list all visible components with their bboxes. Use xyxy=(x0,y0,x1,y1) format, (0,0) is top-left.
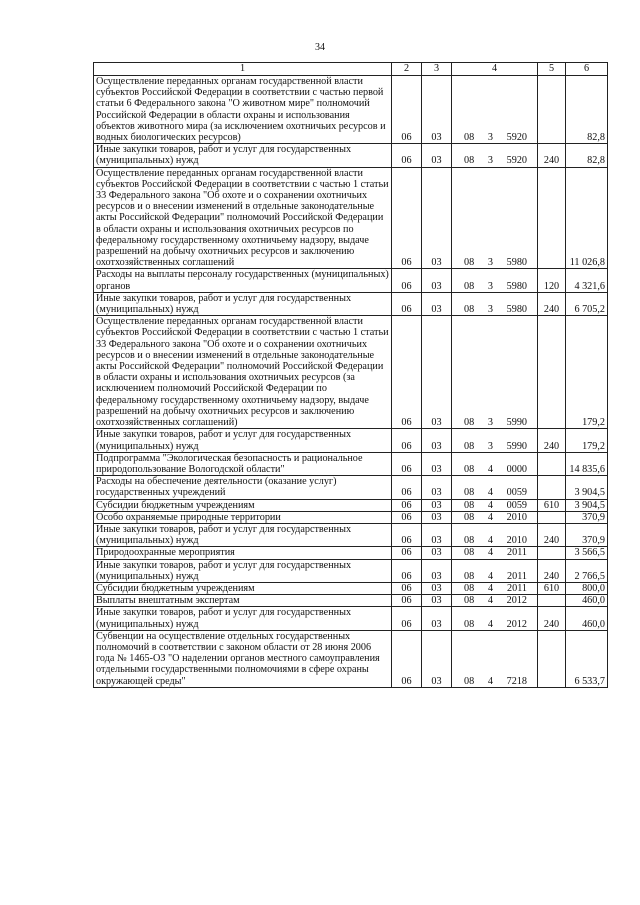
row-expense-type: 240 xyxy=(538,144,566,167)
row-target-program: 08 xyxy=(464,511,475,523)
table-row xyxy=(94,452,608,475)
row-sum: 2 766,5 xyxy=(566,559,608,582)
row-target-program: 08 xyxy=(464,440,475,452)
col-header-target: 4 xyxy=(452,63,538,76)
row-target-program: 08 xyxy=(464,280,475,292)
row-target xyxy=(452,452,538,475)
row-name: Особо охраняемые природные территории xyxy=(94,511,392,523)
row-subsection: 03 xyxy=(422,547,452,559)
row-name: Подпрограмма "Экологическая безопасность и рациональное природопользование Вологодской области" xyxy=(94,452,392,475)
row-target-program: 08 xyxy=(464,675,475,687)
row-target-subprogram: 4 xyxy=(487,595,493,607)
row-subsection: 03 xyxy=(422,269,452,292)
row-target-code: 2012 xyxy=(506,618,527,630)
row-section: 06 xyxy=(392,559,422,582)
row-target-subprogram: 3 xyxy=(487,280,493,292)
table-row xyxy=(94,595,608,607)
row-expense-type: 240 xyxy=(538,429,566,452)
row-sum: 370,9 xyxy=(566,523,608,546)
row-target-program: 08 xyxy=(464,132,475,144)
table-row xyxy=(94,630,608,687)
table-row xyxy=(94,559,608,582)
row-sum: 14 835,6 xyxy=(566,452,608,475)
row-expense-type: 120 xyxy=(538,269,566,292)
row-target-subprogram: 4 xyxy=(488,582,494,594)
row-subsection: 03 xyxy=(422,559,452,582)
row-section: 06 xyxy=(392,429,422,452)
row-target xyxy=(452,582,538,594)
row-target xyxy=(452,607,538,630)
row-expense-type: 240 xyxy=(538,607,566,630)
row-section: 06 xyxy=(392,607,422,630)
row-target-program: 08 xyxy=(464,463,475,475)
row-target-subprogram: 4 xyxy=(487,511,493,523)
row-target-program: 08 xyxy=(464,595,475,607)
row-target-subprogram: 3 xyxy=(487,304,493,316)
row-section: 06 xyxy=(392,595,422,607)
row-target xyxy=(452,292,538,315)
row-target-subprogram: 4 xyxy=(487,535,493,547)
row-subsection: 03 xyxy=(422,511,452,523)
row-target-code: 0059 xyxy=(506,487,527,499)
row-subsection: 03 xyxy=(422,144,452,167)
row-expense-type xyxy=(538,316,566,429)
row-target-code: 5990 xyxy=(506,440,527,452)
row-expense-type: 240 xyxy=(538,292,566,315)
row-target xyxy=(452,523,538,546)
row-sum: 6 533,7 xyxy=(566,630,608,687)
row-target-program: 08 xyxy=(464,257,475,269)
row-expense-type xyxy=(538,476,566,499)
table-row xyxy=(94,511,608,523)
row-target-subprogram: 3 xyxy=(487,440,493,452)
row-name: Осуществление переданных органам государственной власти субъектов Российской Федерации в соответствии с частью 1 статьи 33 Федерального закона "Об охоте и о сохранении охотничьих ресурсов и о внесении изменений в отдельные законодательные акты Российской Федерации" полномочий Российской Федерации в области охраны и использования охотничьих ресурсов по федеральному государственному охотничьему надзору, выдаче разрешений на добычу охотничьих ресурсов и заключению охотхозяйственных соглашений xyxy=(94,167,392,269)
row-target-program: 08 xyxy=(464,417,475,429)
row-target xyxy=(452,76,538,144)
row-sum: 3 904,5 xyxy=(566,476,608,499)
row-name: Субвенции на осуществление отдельных государственных полномочий в соответствии с законом области от 28 июня 2006 года № 1465-ОЗ "О наделении органов местного самоуправления отдельными государственными полномочиями в сфере охраны окружающей среды" xyxy=(94,630,392,687)
row-subsection: 03 xyxy=(422,523,452,546)
row-sum: 6 705,2 xyxy=(566,292,608,315)
row-target-program: 08 xyxy=(464,304,475,316)
row-sum: 82,8 xyxy=(566,76,608,144)
row-subsection: 03 xyxy=(422,630,452,687)
col-header-sum: 6 xyxy=(566,63,608,76)
row-target-code: 5920 xyxy=(506,155,527,167)
row-target-code: 5920 xyxy=(506,132,527,144)
table-row xyxy=(94,316,608,429)
row-name: Иные закупки товаров, работ и услуг для государственных (муниципальных) нужд xyxy=(94,144,392,167)
row-sum: 11 026,8 xyxy=(566,167,608,269)
page-number: 34 xyxy=(315,42,325,53)
row-target-code: 2010 xyxy=(506,535,527,547)
table-row xyxy=(94,476,608,499)
row-target-code: 2011 xyxy=(507,582,527,594)
row-target-subprogram: 3 xyxy=(487,155,493,167)
header-row xyxy=(94,63,608,76)
row-target-subprogram: 3 xyxy=(487,132,493,144)
row-section: 06 xyxy=(392,144,422,167)
row-section: 06 xyxy=(392,167,422,269)
row-subsection: 03 xyxy=(422,595,452,607)
table-row xyxy=(94,429,608,452)
row-target-subprogram: 4 xyxy=(488,547,494,559)
row-target-code: 0059 xyxy=(506,499,527,511)
row-target-code: 5980 xyxy=(506,304,527,316)
row-target-program: 08 xyxy=(464,618,475,630)
row-target-subprogram: 4 xyxy=(487,618,493,630)
row-target-code: 2012 xyxy=(506,595,527,607)
row-target xyxy=(452,547,538,559)
row-subsection: 03 xyxy=(422,582,452,594)
row-name: Субсидии бюджетным учреждениям xyxy=(94,499,392,511)
row-target-code: 5990 xyxy=(506,417,527,429)
row-expense-type: 240 xyxy=(538,523,566,546)
row-name: Иные закупки товаров, работ и услуг для государственных (муниципальных) нужд xyxy=(94,523,392,546)
row-expense-type xyxy=(538,76,566,144)
table-row xyxy=(94,607,608,630)
row-name: Иные закупки товаров, работ и услуг для государственных (муниципальных) нужд xyxy=(94,607,392,630)
col-header-expense-type: 5 xyxy=(538,63,566,76)
row-section: 06 xyxy=(392,292,422,315)
row-expense-type xyxy=(538,452,566,475)
table-body xyxy=(94,76,608,688)
row-section: 06 xyxy=(392,476,422,499)
row-target xyxy=(452,144,538,167)
row-sum: 3 904,5 xyxy=(566,499,608,511)
table-row xyxy=(94,144,608,167)
row-target-subprogram: 4 xyxy=(487,463,493,475)
row-target-code: 5980 xyxy=(506,257,527,269)
table-row xyxy=(94,269,608,292)
row-expense-type xyxy=(538,167,566,269)
row-target xyxy=(452,269,538,292)
row-name: Расходы на обеспечение деятельности (оказание услуг) государственных учреждений xyxy=(94,476,392,499)
row-sum: 460,0 xyxy=(566,595,608,607)
table-row xyxy=(94,582,608,594)
row-target-code: 2011 xyxy=(507,547,527,559)
row-target xyxy=(452,511,538,523)
row-target xyxy=(452,630,538,687)
row-target xyxy=(452,559,538,582)
row-expense-type: 610 xyxy=(538,499,566,511)
row-subsection: 03 xyxy=(422,316,452,429)
row-subsection: 03 xyxy=(422,167,452,269)
row-sum: 179,2 xyxy=(566,429,608,452)
row-name: Иные закупки товаров, работ и услуг для государственных (муниципальных) нужд xyxy=(94,559,392,582)
row-subsection: 03 xyxy=(422,476,452,499)
row-target-subprogram: 4 xyxy=(487,675,493,687)
table-row xyxy=(94,547,608,559)
row-target-program: 08 xyxy=(464,570,475,582)
row-target-subprogram: 4 xyxy=(488,570,494,582)
row-section: 06 xyxy=(392,76,422,144)
row-sum: 82,8 xyxy=(566,144,608,167)
row-subsection: 03 xyxy=(422,292,452,315)
row-subsection: 03 xyxy=(422,499,452,511)
row-section: 06 xyxy=(392,630,422,687)
row-target-code: 2010 xyxy=(506,511,527,523)
row-sum: 4 321,6 xyxy=(566,269,608,292)
col-header-name: 1 xyxy=(94,63,392,76)
table-row xyxy=(94,499,608,511)
table-row xyxy=(94,292,608,315)
row-section: 06 xyxy=(392,523,422,546)
row-sum: 460,0 xyxy=(566,607,608,630)
row-sum: 179,2 xyxy=(566,316,608,429)
row-sum: 370,9 xyxy=(566,511,608,523)
row-target-subprogram: 4 xyxy=(487,499,493,511)
row-target-code: 0000 xyxy=(506,463,527,475)
row-name: Иные закупки товаров, работ и услуг для государственных (муниципальных) нужд xyxy=(94,292,392,315)
row-section: 06 xyxy=(392,452,422,475)
row-name: Иные закупки товаров, работ и услуг для государственных (муниципальных) нужд xyxy=(94,429,392,452)
row-target xyxy=(452,316,538,429)
row-target xyxy=(452,476,538,499)
row-expense-type: 240 xyxy=(538,559,566,582)
table-row xyxy=(94,523,608,546)
row-expense-type: 610 xyxy=(538,582,566,594)
budget-table xyxy=(93,62,608,688)
row-target-program: 08 xyxy=(464,487,475,499)
row-target-program: 08 xyxy=(464,582,475,594)
row-name: Осуществление переданных органам государственной власти субъектов Российской Федерации в соответствии с частью 1 статьи 33 Федерального закона "Об охоте и о сохранении охотничьих ресурсов и о внесении изменений в отдельные законодательные акты Российской Федерации" полномочий Российской Федерации в области охраны и использования охотничьих ресурсов (за исключением полномочий Российской Федерации по федеральному государственному охотничьему надзору, выдаче разрешений на добычу охотничьих ресурсов и заключению охотхозяйственных соглашений) xyxy=(94,316,392,429)
row-subsection: 03 xyxy=(422,76,452,144)
row-target xyxy=(452,499,538,511)
row-expense-type xyxy=(538,547,566,559)
row-target xyxy=(452,167,538,269)
table-row xyxy=(94,167,608,269)
row-target xyxy=(452,595,538,607)
row-target xyxy=(452,429,538,452)
col-header-subsection: 3 xyxy=(422,63,452,76)
row-target-code: 5980 xyxy=(506,280,527,292)
row-target-program: 08 xyxy=(464,535,475,547)
row-target-subprogram: 4 xyxy=(487,487,493,499)
row-target-program: 08 xyxy=(464,155,475,167)
col-header-section: 2 xyxy=(392,63,422,76)
row-target-program: 08 xyxy=(464,547,475,559)
row-section: 06 xyxy=(392,499,422,511)
row-name: Выплаты внештатным экспертам xyxy=(94,595,392,607)
row-section: 06 xyxy=(392,582,422,594)
row-target-code: 7218 xyxy=(506,675,527,687)
row-target-code: 2011 xyxy=(507,570,527,582)
row-section: 06 xyxy=(392,269,422,292)
row-expense-type xyxy=(538,595,566,607)
row-sum: 3 566,5 xyxy=(566,547,608,559)
row-name: Расходы на выплаты персоналу государственных (муниципальных) органов xyxy=(94,269,392,292)
row-expense-type xyxy=(538,630,566,687)
row-section: 06 xyxy=(392,547,422,559)
row-name: Осуществление переданных органам государственной власти субъектов Российской Федерации в соответствии с частью первой статьи 6 Федерального закона "О животном мире" полномочий Российской Федерации в области охраны и использования объектов животного мира (за исключением охотничьих ресурсов и водных биологических ресурсов) xyxy=(94,76,392,144)
table-row xyxy=(94,76,608,144)
row-subsection: 03 xyxy=(422,429,452,452)
row-subsection: 03 xyxy=(422,452,452,475)
row-subsection: 03 xyxy=(422,607,452,630)
row-sum: 800,0 xyxy=(566,582,608,594)
row-section: 06 xyxy=(392,316,422,429)
row-target-program: 08 xyxy=(464,499,475,511)
row-section: 06 xyxy=(392,511,422,523)
row-target-subprogram: 3 xyxy=(487,417,493,429)
row-name: Природоохранные мероприятия xyxy=(94,547,392,559)
row-expense-type xyxy=(538,511,566,523)
row-name: Субсидии бюджетным учреждениям xyxy=(94,582,392,594)
row-target-subprogram: 3 xyxy=(487,257,493,269)
